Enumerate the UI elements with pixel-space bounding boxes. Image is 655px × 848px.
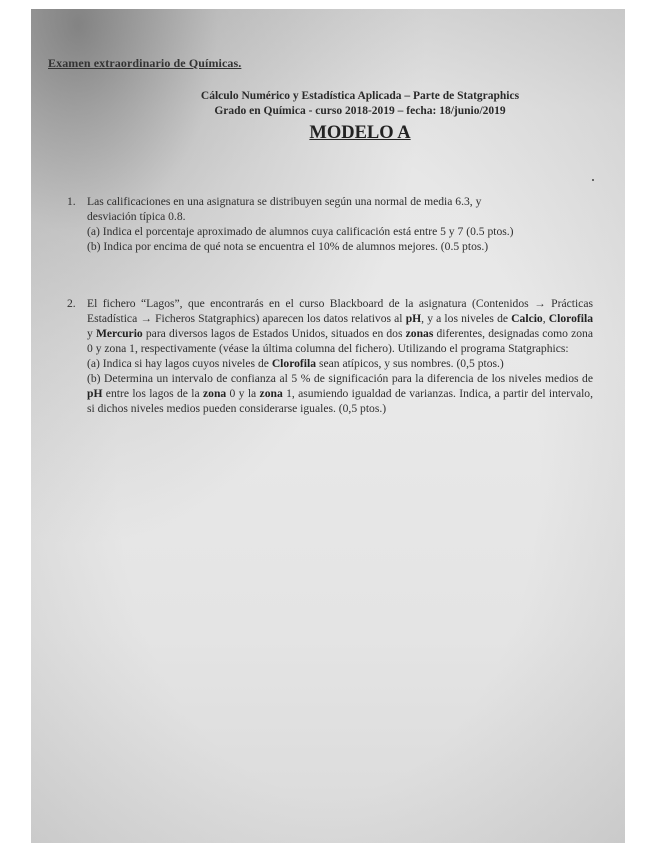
question-part-a [87,356,593,371]
stray-mark [592,179,594,181]
bold-term: zona [259,387,283,400]
exam-sheet [31,9,625,843]
bold-term: Calcio [511,312,543,325]
text: (a) Indica si hay lagos cuyos niveles de [87,357,272,370]
grade-date-line: Grado en Química - curso 2018-2019 – fecha: 18/junio/2019 [214,105,506,117]
model-title: MODELO A [309,123,411,143]
text: para diversos lagos de Estados Unidos, situados en dos [142,327,406,340]
bold-term: pH [87,387,103,400]
bold-term: pH [405,312,422,325]
text: , y a los niveles de [421,312,512,325]
text: sean atípicos, y sus nombres. (0,5 ptos.) [316,357,504,370]
text: entre los lagos de la [102,387,204,400]
exam-title: Examen extraordinario de Químicas. [48,56,242,70]
question-part-b: (b) Indica por encima de qué nota se encuentra el 10% de alumnos mejores. (0.5 ptos.) [87,240,489,253]
question-intro [87,296,593,356]
question-text-line: desviación típica 0.8. [87,210,186,223]
text: y [87,327,96,340]
text: 1, asumiendo igualdad de varianzas. Indica, a partir del intervalo, si dichos niveles medios pueden considerarse iguales. (0,5 ptos.) [87,387,594,415]
text: El fichero “Lagos”, que encontrarás en el curso Blackboard de la asignatura (Contenidos → Prácticas Estadística → Ficheros Statgraphics) aparecen los datos relativos al [87,297,593,325]
text: , [542,312,549,325]
question-text-line: Las calificaciones en una asignatura se distribuyen según una normal de media 6.3, y [87,195,482,208]
question-body [87,194,593,254]
question-body [87,296,593,416]
course-title: Cálculo Numérico y Estadística Aplicada – Parte de Statgraphics [200,90,520,102]
question-part-b [87,371,593,416]
text: (b) Determina un intervalo de confianza al 5 % de significación para la diferencia de los niveles medios de [87,372,593,385]
question-number: 2. [67,297,76,310]
question-number: 1. [67,195,76,208]
bold-term: Clorofila [271,357,317,370]
bold-term: zona [203,387,227,400]
bold-term: zonas [405,327,434,340]
bold-term: Clorofila [548,312,594,325]
question-part-a: (a) Indica el porcentaje aproximado de alumnos cuya calificación está entre 5 y 7 (0.5 ptos.) [87,225,514,238]
bold-term: Mercurio [95,327,143,340]
text: diferentes, designadas como zona 0 y zona 1, respectivamente (véase la última columna del fichero). Utilizando el programa Statgraphics: [87,327,593,355]
text: 0 y la [226,387,260,400]
